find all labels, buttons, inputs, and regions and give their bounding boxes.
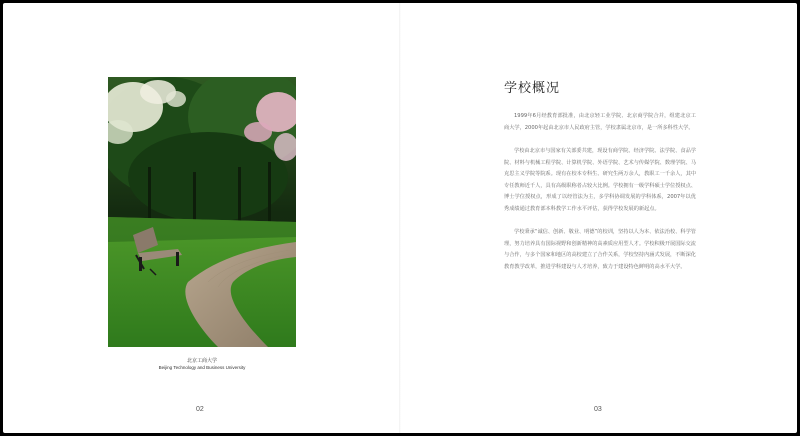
paragraph-2: 学校由北京市与国家有关部委共建，现设有商学院、经济学院、法学院、食品学院、材料与机械工程学院、计算机学院、外语学院、艺术与传媒学院、数理学院、马克思主义学院等院系。现有在校本专科生、研究生两万余人，教职工一千余人，其中专任教师近千人，具有高级职称者占较大比例。学校拥有一级学科硕士学位授权点、博士学位授权点，形成了以经管法为主，多学科协调发展的学科体系，2007年以优秀成绩通过教育部本科教学工作水平评估，获得学校发展的新起点。 — [504, 148, 696, 212]
page-number-left: 02 — [196, 406, 204, 413]
page-title: 学校概况 — [504, 81, 561, 96]
body-text — [504, 111, 696, 285]
photo-caption — [108, 358, 296, 371]
caption-chinese: 北京工商大学 — [186, 358, 217, 364]
page-number-right: 03 — [594, 406, 602, 413]
brochure-spread — [3, 3, 797, 433]
page-gutter — [399, 3, 401, 433]
caption-english: Beijing Technology and Business University — [158, 365, 246, 370]
paragraph-3: 学校秉承“诚信、创新、敬业、明德”的校训，坚持以人为本、依法治校、科学管理，努力培养具有国际视野和创新精神的高素质应用型人才。学校积极开展国际交流与合作，与多个国家和地区的高校建立了合作关系，学校坚持内涵式发展，不断深化教育教学改革，推进学科建设与人才培养，致力于建设特色鲜明的高水平大学。 — [504, 229, 696, 270]
paragraph-1: 1999年6月经教育部批准，由北京轻工业学院、北京商学院合并，组建北京工商大学，2000年起由北京市人民政府主管，学校隶属北京市，是一所多科性大学。 — [504, 113, 696, 131]
campus-photo — [108, 77, 296, 347]
